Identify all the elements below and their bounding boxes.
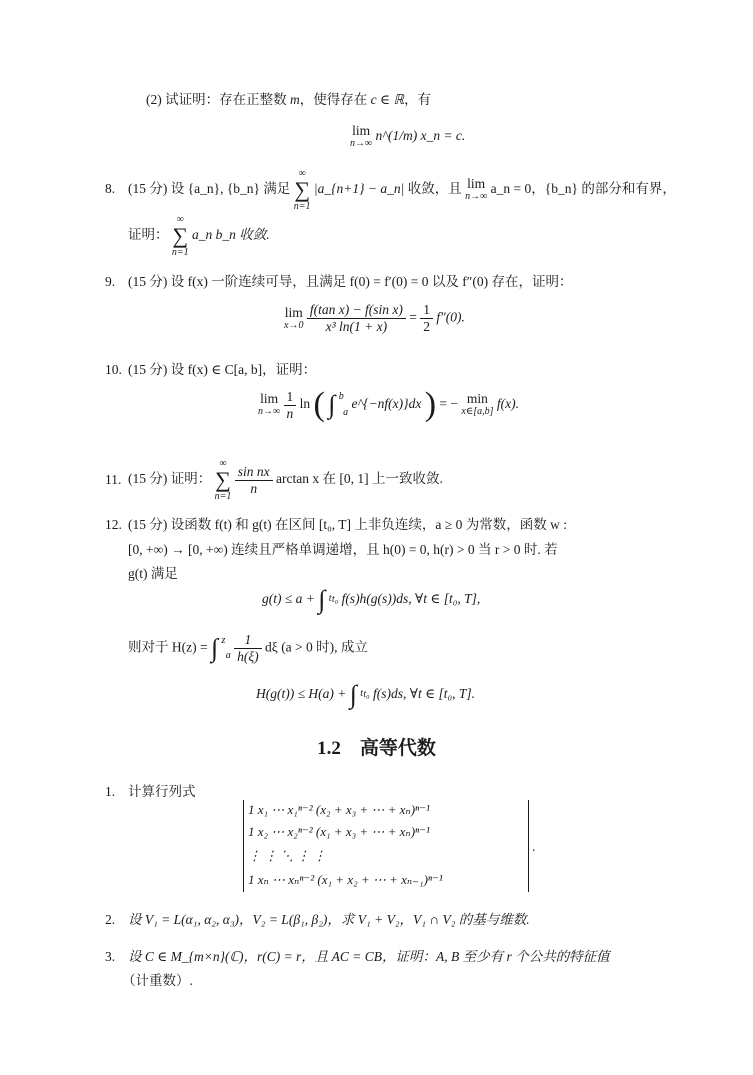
frac-denominator: n [250,480,258,496]
sigma-icon: ∑ [172,223,189,248]
H-tail: dξ (a > 0 时), 成立 [265,639,368,655]
problem-2-text-b: ，使得存在 [299,92,368,107]
problem-9-rhs: f″(0). [436,309,465,325]
problem-9-formula: lim x→0 $\frac{\text{f(tan x) − f(sin x)}}{\text{x³ ln(1 + x)}}$ = $\frac{1}{2}$ f″(0). [284,302,465,334]
frac-numerator: sin nx [235,464,273,481]
half-numerator: 1 [420,302,433,319]
problem-2-text-a: (2) 试证明：存在正整数 [146,92,287,107]
integral-icon: ∫ [318,584,326,614]
frac-denominator: h(ξ) [237,649,259,664]
lim-sub: x→0 [284,319,304,331]
problem-2-m: m [290,92,300,107]
det-period: . [532,839,536,854]
eq1-rhs: f(s)h(g(s))ds, ∀t ∈ [t₀, T], [341,591,481,606]
problem-9-number: 9. [105,274,116,289]
det-row-2: 1 x₂ ⋯ x₂ⁿ⁻² (x₁ + x₃ + ⋯ + xₙ)ⁿ⁻¹ [248,824,430,839]
problem-10-integrand: e^{−nf(x)}dx [351,396,422,412]
problem-11-text-b: arctan x 在 [0, 1] 上一致收敛. [276,471,443,487]
problem-10-limit: lim n→∞ [258,391,281,417]
problem-10-fx: f(x). [496,396,519,412]
problem-8-text-a: (15 分) 设 {a_n}, {b_n} 满足 [128,181,291,197]
determinant-matrix [243,800,529,892]
frac-numerator: 1 [234,632,262,649]
problem-9-half [420,302,433,335]
integral-icon: ∫ [210,633,219,663]
integral-upper: b [338,391,344,402]
problem-2-formula [350,124,465,150]
lim-word: lim [352,123,371,138]
problem-11-frac [235,464,273,497]
problem-8-text-b: 收敛，且 [407,181,462,197]
sum-top: ∞ [298,168,306,179]
q3-number: 3. [105,949,116,964]
q1-number: 1. [105,784,116,799]
problem-9-fraction [307,302,406,335]
q2-text: 设 V₁ = L(α₁, α₂, α₃)，V₂ = L(β₁, β₂)，求 V₁ + V₂，V₁ ∩ V₂ 的基与维数. [128,912,530,927]
q1-text: 计算行列式 [128,784,196,799]
q3-line1: 设 C ∈ M_{m×n}(ℂ)，r(C) = r，且 AC = CB，证明：A, B 至少有 r 个公共的特征值 [128,949,610,964]
eq2-lhs: H(g(t)) ≤ H(a) + [256,686,347,701]
det-row-1: 1 x₁ ⋯ x₁ⁿ⁻² (x₂ + x₃ + ⋯ + xₙ)ⁿ⁻¹ [248,802,430,817]
then-text: 则对于 H(z) = [128,639,208,655]
problem-12-eq1 [262,584,481,614]
problem-8-text-d: 证明： [128,227,169,243]
det-row-4: 1 xₙ ⋯ xₙⁿ⁻² (x₁ + x₂ + ⋯ + xₙ₋₁)ⁿ⁻¹ [248,872,443,887]
problem-10-min [461,392,493,418]
problem-12-number: 12. [105,517,122,532]
sigma-icon: ∑ [294,177,310,202]
problem-12-then [128,632,368,665]
half-denominator: 2 [423,319,431,334]
problem-9-limit: lim x→0 [284,304,304,331]
problem-8-abs: |a_{n+1} − a_n| [313,181,405,197]
problem-12-line3: g(t) 满足 [128,566,178,581]
problem-10-equals: = − [439,396,458,412]
problem-2-statement [146,91,431,109]
integral-icon: ∫ [349,679,357,709]
section-title: 1.2 高等代数 [317,738,436,759]
problem-12-line2: [0, +∞) → [0, +∞) 连续且严格单调递增，且 h(0) = 0, h(r) > 0 当 r > 0 时. 若 [128,542,558,557]
problem-12-eq2 [256,679,476,709]
problem-12-line1: (15 分) 设函数 f(t) 和 g(t) 在区间 [t₀, T] 上非负连续，a ≥ 0 为常数，函数 w : [128,517,567,532]
eq2-rhs: f(s)ds, ∀t ∈ [t₀, T]. [373,686,476,701]
integral-lower: a [225,650,231,661]
problem-10-frac [284,389,297,422]
left-paren-icon: ( [313,386,325,423]
problem-2-text-c: ，有 [404,92,432,107]
problem-10-number: 10. [105,362,122,377]
problem-8-sum2-expr: a_n b_n 收敛. [192,227,270,243]
problem-8-sum [294,168,311,212]
ln-word: ln [299,396,311,412]
integral-lower: a [343,407,349,418]
problem-8-limit: lim n→∞ [465,176,488,202]
fraction-numerator: f(tan x) − f(sin x) [307,302,406,319]
problem-2-c: c ∈ ℝ [370,92,405,107]
problem-11-sum: ∞ ∑ n=1 [214,458,232,502]
q2-number: 2. [105,912,116,927]
problem-10-formula [258,388,519,422]
problem-11-number: 11. [105,472,122,487]
H-fraction [234,632,262,665]
sigma-icon: ∑ [215,467,231,492]
problem-9-text: (15 分) 设 f(x) 一阶连续可导，且满足 f(0) = f′(0) = 0 以及 f″(0) 存在，证明： [128,274,573,289]
integral-lower: t₀ [331,593,339,605]
lim-sub: n→∞ [350,138,373,149]
frac-numerator: 1 [284,389,297,406]
problem-11-text-a: (15 分) 证明： [128,471,212,487]
det-row-3: ⋮ ⋮ ⋱ ⋮ ⋮ [248,848,326,863]
integral-upper: t [328,593,332,604]
frac-denominator: n [286,405,294,421]
integral-upper: t [360,688,364,699]
integral-lower: t₀ [363,688,370,700]
problem-8-line1 [128,168,676,212]
problem-8-text-c: a_n = 0，{b_n} 的部分和有界， [490,181,676,197]
right-paren-icon: ) [424,386,437,423]
fraction-denominator: x³ ln(1 + x) [325,319,388,334]
problem-2-expression: n^(1/m) x_n = c. [375,128,466,144]
problem-8-line2 [128,214,270,258]
sum-bottom: n=1 [293,201,311,212]
problem-2-limit [350,124,372,150]
problem-8-number: 8. [105,181,116,196]
problem-11-line [128,458,443,502]
min-sub: x∈[a,b] [461,406,494,417]
integral-upper: z [221,635,226,646]
problem-8-sum2: ∞ ∑ n=1 [171,214,189,258]
eq1-lhs: g(t) ≤ a + [262,591,315,606]
q3-line2: （计重数）. [122,973,193,988]
problem-10-text: (15 分) 设 f(x) ∈ C[a, b]，证明： [128,362,317,377]
integral-icon: ∫ [328,390,336,419]
min-word: min [466,391,488,406]
